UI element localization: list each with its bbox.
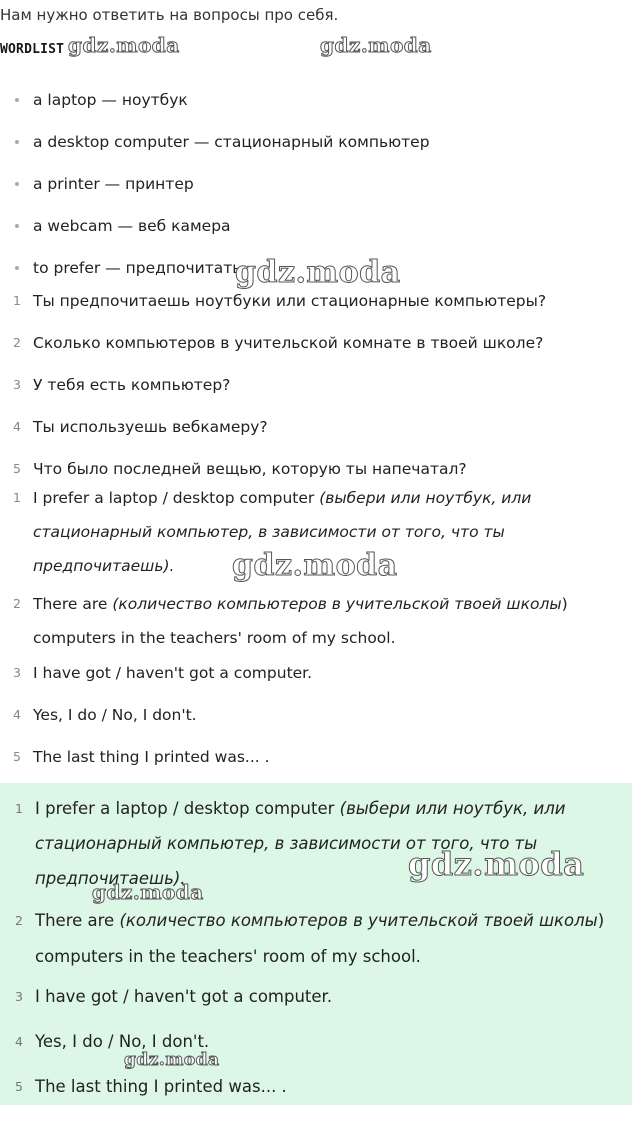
wordlist-item: a webcam — веб камера xyxy=(0,216,632,258)
question-item xyxy=(0,333,632,375)
answer-item xyxy=(0,747,632,771)
answer-text: Yes, I do / No, I don't. xyxy=(33,706,197,724)
question-text: Ты используешь вебкамеру? xyxy=(33,418,268,436)
answer-tail: ) computers in the teachers' room of my school. xyxy=(35,911,605,966)
item-number: 1 xyxy=(13,293,21,308)
item-number: 5 xyxy=(13,749,21,764)
answer-item xyxy=(0,663,632,705)
item-number: 1 xyxy=(15,801,23,816)
questions-list xyxy=(0,291,632,501)
answer-hint: (количество компьютеров в учительской твоей школы xyxy=(119,911,598,930)
question-text: Ты предпочитаешь ноутбуки или стационарные компьютеры? xyxy=(33,292,547,310)
answer-text: I prefer a laptop / desktop computer xyxy=(35,799,340,818)
answers-list xyxy=(0,481,632,771)
item-number: 1 xyxy=(13,490,21,505)
answer-hint: (выбери или ноутбук, или стационарный компьютер, в зависимости от того, что ты предпочитаешь). xyxy=(33,489,532,575)
answer-text: I have got / haven't got a computer. xyxy=(33,664,313,682)
question-item xyxy=(0,291,632,333)
question-text: Что было последней вещью, которую ты напечатал? xyxy=(33,460,467,478)
answer-hint: (выбери или ноутбук, или стационарный компьютер, в зависимости от того, что ты предпочитаешь). xyxy=(35,799,566,888)
item-number: 2 xyxy=(13,335,21,350)
answer-item xyxy=(0,1028,632,1073)
item-number: 4 xyxy=(15,1034,23,1049)
answer-text: I have got / haven't got a computer. xyxy=(35,987,333,1006)
answer-item xyxy=(0,903,632,983)
item-number: 5 xyxy=(13,461,21,476)
item-number: 3 xyxy=(13,377,21,392)
question-item xyxy=(0,375,632,417)
watermark-1: gdz.moda xyxy=(68,33,180,57)
item-number: 4 xyxy=(13,707,21,722)
watermark-3: gdz.moda xyxy=(235,255,401,290)
answer-text: Yes, I do / No, I don't. xyxy=(35,1032,210,1051)
answer-highlight-block xyxy=(0,783,632,1105)
answer-text: There are xyxy=(35,911,120,930)
item-number: 2 xyxy=(15,913,23,928)
answer-hint: (количество компьютеров в учительской твоей школы xyxy=(112,595,562,613)
watermark-5: gdz.moda xyxy=(408,845,585,883)
item-number: 5 xyxy=(15,1079,23,1094)
watermark-7: gdz.moda xyxy=(124,1050,220,1070)
answer-item xyxy=(0,1073,632,1103)
wordlist-title: WORDLIST xyxy=(0,42,65,57)
answer-item xyxy=(0,705,632,747)
question-text: Сколько компьютеров в учительской комнате в твоей школе? xyxy=(33,334,544,352)
intro-text: Нам нужно ответить на вопросы про себя. xyxy=(0,6,339,24)
item-number: 3 xyxy=(15,989,23,1004)
item-number: 3 xyxy=(13,665,21,680)
answer-text: The last thing I printed was... . xyxy=(35,1077,287,1096)
watermark-6: gdz.moda xyxy=(92,880,204,904)
answer-item xyxy=(0,587,632,663)
answer-tail: ) computers in the teachers' room of my school. xyxy=(33,595,568,647)
watermark-4: gdz.moda xyxy=(232,548,398,583)
wordlist-item: a printer — принтер xyxy=(0,174,632,216)
item-number: 4 xyxy=(13,419,21,434)
wordlist-item: to prefer — предпочитать xyxy=(0,258,632,300)
wordlist-item: a laptop — ноутбук xyxy=(0,90,632,132)
answer-text: I prefer a laptop / desktop computer xyxy=(33,489,320,507)
highlighted-answers-list xyxy=(0,783,632,1103)
question-item xyxy=(0,417,632,459)
question-text: У тебя есть компьютер? xyxy=(33,376,231,394)
answer-item xyxy=(0,983,632,1028)
item-number: 2 xyxy=(13,596,21,611)
answer-text: There are xyxy=(33,595,113,613)
watermark-2: gdz.moda xyxy=(320,33,432,57)
wordlist-item: a desktop computer — стационарный компьютер xyxy=(0,132,632,174)
answer-text: The last thing I printed was... . xyxy=(33,748,270,766)
